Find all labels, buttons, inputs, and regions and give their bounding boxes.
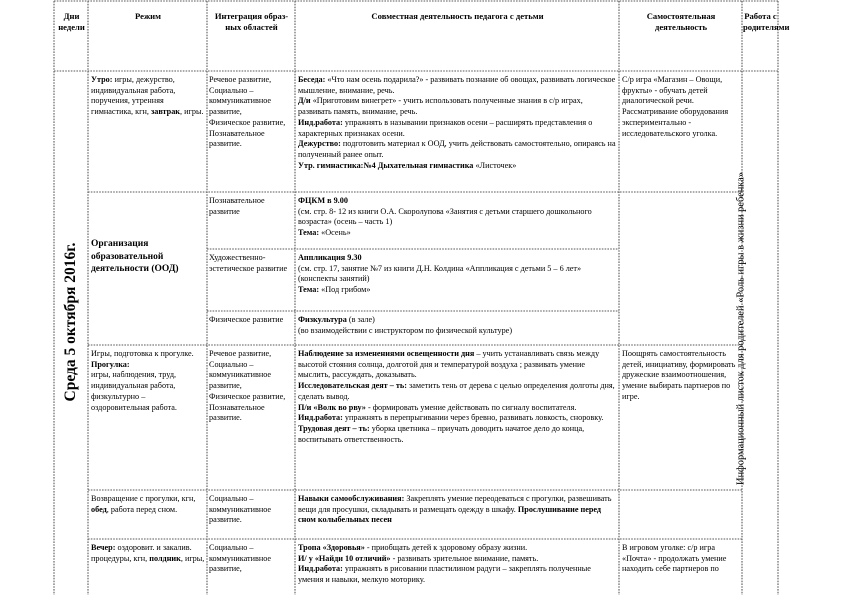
joint-item: Наблюдение за изменениями освещенности дня – учить устанавливать связь между высотой стояния солнца, долготой дня и температурой воздуха ; развивать умение мыслить, рассуждать, доказывать. [298, 349, 600, 380]
ood-theme-label-1: Тема: [298, 228, 320, 238]
integration-item: Речевое развитие, [209, 75, 272, 84]
joint-item: Инд.работа: упражнять в рисовании пластилином радуги – закреплять полученные умения и навыки, мелкую моторику. [298, 564, 591, 585]
ood-integration-3: Физическое развитие [209, 315, 284, 324]
joint-item: Д/и «Приготовим винегрет» - учить использовать полученные знания в с/р играх, развивать память, внимание, речь. [298, 96, 583, 117]
joint-item: П/и «Волк во рву» - формировать умение действовать по сигналу воспитателя. [298, 402, 577, 412]
ood-theme-1: «Осень» [319, 228, 351, 238]
ood-title-2: Аппликация 9.30 [298, 253, 362, 262]
header-regime: Режим [135, 11, 161, 21]
morning-regime-breakfast: завтрак [150, 107, 181, 117]
ood-integration-1: Познавательное развитие [209, 196, 265, 216]
morning-independent: С/р игра «Магазин – Овощи, фрукты» - обучать детей диалогической речи. Рассматривание оборудования экспериментально - исследовательского уголка. [622, 75, 729, 138]
walk-regime-text: игры, наблюдения, труд, индивидуальная работа, физкультурно – оздоровительная работа. [91, 370, 177, 412]
integration-item: Познавательное развитие. [209, 402, 265, 423]
walk-regime-label: Прогулка: [91, 359, 130, 369]
ood-text-3: (во взаимодействии с инструктором по физической культуре) [298, 325, 513, 335]
joint-item: Исследовательская деят – ть: заметить тень от дерева с целью определения долготы дня, сделать вывод. [298, 381, 615, 401]
ood-theme-label-2: Тема: [298, 285, 320, 295]
day-label: Среда 5 октября 2016г. [62, 242, 79, 402]
joint-item: Тропа «Здоровья» - приобщать детей к здоровому образу жизни. [298, 543, 528, 552]
return-joint: Навыки самообслуживания: Закреплять умение переодеваться с прогулки, развешивать вещи для просушки, складывать и размещать одежду в шкафу. Прослушивание перед сном колыбельных песен [298, 494, 612, 525]
integration-item: Познавательное развитие. [209, 128, 265, 149]
walk-independent: Поощрять самостоятельность детей, инициативу, формировать дружеские взаимоотношения, умение выбирать партнеров по игре. [622, 349, 736, 401]
integration-item: Социально – коммуникативное развитие, [209, 85, 272, 117]
integration-item: Социально – коммуникативное развитие, [209, 543, 272, 574]
header-joint: Совместная деятельность педагога с детьми [371, 11, 544, 21]
ood-joint-3 [298, 315, 617, 336]
integration-item: Социально – коммуникативное развитие, [209, 359, 272, 391]
morning-regime-text: игры, дежурство, индивидуальная работа, поручения, утренняя гимнастика, кгн, [91, 75, 176, 117]
return-integration [209, 494, 293, 526]
walk-regime-pre: Игры, подготовка к прогулке. [91, 349, 194, 358]
ood-theme-2: «Под грибом» [319, 285, 371, 295]
integration-item: Физическое развитие, [209, 117, 286, 127]
integration-item: Речевое развитие, [209, 349, 272, 358]
ood-integration-2: Художественно-эстетическое развитие [209, 253, 288, 273]
return-regime-lunch: обед [91, 504, 107, 514]
ood-title-1: ФЦКМ в 9.00 [298, 196, 348, 205]
walk-integration [209, 349, 293, 424]
ood-joint-1 [298, 196, 617, 239]
walk-regime [91, 349, 205, 413]
ood-title-3: Физкультура [298, 315, 347, 324]
joint-item: Беседа: «Что нам осень подарила?» - развивать познание об овощах, развивать логическое мышление, внимание, речь. [298, 75, 616, 95]
return-regime: Возвращение с прогулки, кгн, обед, работа перед сном. [91, 494, 196, 514]
ood-regime: Организация образовательной деятельности (ООД) [91, 239, 179, 275]
ood-text-2: (см. стр. 17, занятие №7 из книги Д.Н. Колдина «Аппликация с детьми 5 – 6 лет» (конспекты занятий) [298, 263, 582, 284]
morning-joint [298, 75, 617, 171]
morning-regime-label: Утро: [91, 75, 113, 84]
header-days: Дни недели [58, 11, 85, 32]
morning-regime-tail: , игры. [180, 107, 204, 117]
parents-note: Информационный листок для родителей «Роль игры в жизни ребенка» [735, 172, 747, 486]
header-parents: Работа с родителями [743, 11, 790, 32]
header-independent: Самостоятельная деятельность [646, 11, 716, 32]
joint-item: И/ у «Найди 10 отличий» - развивать зрительное внимание, память. [298, 553, 539, 563]
walk-joint [298, 349, 617, 445]
plan-table [53, 0, 790, 595]
morning-integration [209, 75, 293, 150]
integration-item: Социально – коммуникативное развитие. [209, 494, 272, 525]
ood-joint-2 [298, 253, 617, 296]
joint-item: Дежурство: подготовить материал к ООД, учить действовать самостоятельно, опираясь на полученный ранее опыт. [298, 139, 616, 159]
header-integration: Интеграция образ-ных областей [214, 11, 289, 32]
evening-joint [298, 543, 617, 586]
integration-item: Физическое развитие, [209, 391, 286, 401]
evening-integration [209, 543, 293, 575]
evening-regime: Вечер: оздоровит. и закалив. процедуры, кгн, полдник, игры, [91, 543, 205, 563]
morning-regime [91, 75, 205, 118]
joint-item: Инд.работа: упражнять в назывании признаков осени – расширять представления о характерных признаках осени. [298, 117, 593, 138]
evening-regime-snack: полдник [149, 553, 181, 563]
ood-text-1: (см. стр. 8- 12 из книги О.А. Скоролупова «Занятия с детьми старшего дошкольного возраста» (осень – часть 1) [298, 206, 592, 227]
joint-item: Трудовая деят – ть: уборка цветника – приучать доводить начатое дело до конца, воспитывать ответственность. [298, 423, 585, 444]
evening-independent: В игровом уголке: с/р игра «Почта» - продолжать умение находить себе партнеров по [622, 543, 727, 574]
ood-title-3-tail: (в зале) [346, 315, 375, 324]
joint-item: Утр. гимнастика:№4 Дыхательная гимнастика «Листочек» [298, 160, 517, 170]
lullaby-listening: Прослушивание перед сном колыбельных песен [298, 504, 602, 525]
joint-item: Инд.работа: упражнять в перепрыгивании через бревно, развивать ловкость, сноровку. [298, 413, 604, 423]
